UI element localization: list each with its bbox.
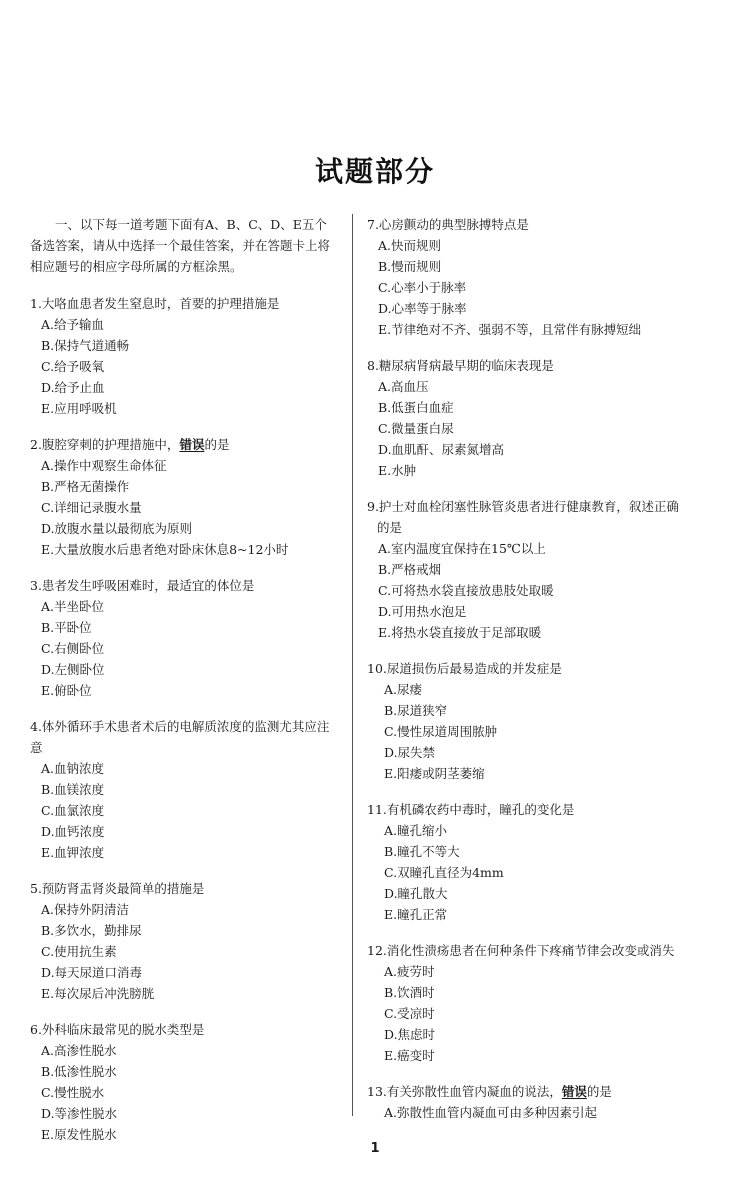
answer-option: E.瞳孔正常 <box>384 907 448 922</box>
answer-option: B.严格无菌操作 <box>41 479 130 494</box>
question-item <box>367 940 687 1066</box>
left-column <box>30 214 338 1160</box>
question-stem-text: 8.糖尿病肾病最早期的临床表现是 <box>367 358 554 373</box>
option-list <box>367 820 687 925</box>
question-stem <box>30 716 338 758</box>
answer-option: D.可用热水泡足 <box>378 604 467 619</box>
question-stem <box>367 799 687 820</box>
option-list <box>367 1102 687 1123</box>
question-item <box>30 878 338 1004</box>
answer-option: E.阳痿或阴茎萎缩 <box>384 766 485 781</box>
option-list <box>30 455 338 560</box>
answer-option: C.使用抗生素 <box>41 944 117 959</box>
option-list <box>367 235 687 340</box>
question-item <box>30 1019 338 1145</box>
answer-option: D.心率等于脉率 <box>378 301 467 316</box>
answer-option: D.放腹水量以最彻底为原则 <box>41 521 193 536</box>
emphasis-keyword: 错误 <box>561 1084 587 1099</box>
question-stem-text: 13.有关弥散性血管内凝血的说法， <box>367 1084 562 1099</box>
emphasis-keyword: 错误 <box>179 437 205 452</box>
answer-option: C.血氯浓度 <box>41 803 105 818</box>
instructions-text: 一、以下每一道考题下面有A、B、C、D、E五个备选答案，请从中选择一个最佳答案，并在答题卡上将相应题号的相应字母所属的方框涂黑。 <box>30 217 331 274</box>
answer-option: A.保持外阴清洁 <box>41 902 130 917</box>
option-list <box>30 758 338 863</box>
option-list <box>30 596 338 701</box>
question-stem <box>367 658 687 679</box>
answer-option: B.低蛋白血症 <box>378 400 454 415</box>
page-number: 1 <box>370 1141 380 1156</box>
question-stem-suffix: 的是 <box>586 1084 612 1099</box>
answer-option: C.双瞳孔直径为4mm <box>384 865 504 880</box>
answer-option: D.等渗性脱水 <box>41 1106 118 1121</box>
question-stem-text: 9.护士对血栓闭塞性脉管炎患者进行健康教育，叙述正确 <box>367 499 679 514</box>
answer-option: B.慢而规则 <box>378 259 442 274</box>
answer-option: D.瞳孔散大 <box>384 886 448 901</box>
answer-option: D.焦虑时 <box>384 1027 436 1042</box>
answer-option: E.节律绝对不齐、强弱不等，且常伴有脉搏短绌 <box>378 322 642 337</box>
question-item <box>30 293 338 419</box>
answer-option: D.左侧卧位 <box>41 662 105 677</box>
answer-option: E.原发性脱水 <box>41 1127 117 1142</box>
answer-option: C.受凉时 <box>384 1006 435 1021</box>
answer-option: B.严格戒烟 <box>378 562 442 577</box>
question-stem <box>367 940 687 961</box>
answer-option: A.瞳孔缩小 <box>384 823 448 838</box>
answer-option: E.大量放腹水后患者绝对卧床休息8~12小时 <box>41 542 289 557</box>
question-stem-text: 7.心房颤动的典型脉搏特点是 <box>367 217 529 232</box>
answer-option: D.血钙浓度 <box>41 824 105 839</box>
question-stem <box>367 496 687 517</box>
page-title: 试题部分 <box>314 155 435 188</box>
answer-option: A.半坐卧位 <box>41 599 105 614</box>
question-stem-text: 2.腹腔穿刺的护理措施中， <box>30 437 180 452</box>
answer-option: C.慢性尿道周围脓肿 <box>384 724 498 739</box>
question-stem <box>30 1019 338 1040</box>
question-item <box>367 496 687 643</box>
question-stem <box>30 575 338 596</box>
answer-option: B.多饮水，勤排尿 <box>41 923 142 938</box>
answer-option: A.尿瘘 <box>384 682 423 697</box>
question-item <box>30 434 338 560</box>
answer-option: B.低渗性脱水 <box>41 1064 117 1079</box>
question-stem <box>367 214 687 235</box>
answer-option: D.尿失禁 <box>384 745 436 760</box>
option-list <box>367 961 687 1066</box>
option-list <box>367 679 687 784</box>
question-stem-suffix: 的是 <box>204 437 230 452</box>
question-stem-text: 3.患者发生呼吸困难时，最适宜的体位是 <box>30 578 255 593</box>
question-stem <box>367 1081 687 1102</box>
right-column <box>367 214 687 1138</box>
answer-option: E.将热水袋直接放于足部取暖 <box>378 625 542 640</box>
answer-option: A.高渗性脱水 <box>41 1043 117 1058</box>
answer-option: E.水肿 <box>378 463 417 478</box>
question-list-right <box>367 214 687 1123</box>
question-stem-text: 12.消化性溃疡患者在何种条件下疼痛节律会改变或消失 <box>367 943 675 958</box>
question-stem-continuation: 的是 <box>377 520 403 535</box>
question-item <box>30 716 338 863</box>
question-item <box>367 214 687 340</box>
answer-option: E.每次尿后冲洗膀胱 <box>41 986 155 1001</box>
question-stem-text: 10.尿道损伤后最易造成的并发症是 <box>367 661 562 676</box>
question-stem <box>30 878 338 899</box>
answer-option: E.俯卧位 <box>41 683 92 698</box>
option-list <box>30 899 338 1004</box>
answer-option: E.癌变时 <box>384 1048 435 1063</box>
question-stem-text: 6.外科临床最常见的脱水类型是 <box>30 1022 205 1037</box>
answer-option: C.给予吸氧 <box>41 359 105 374</box>
answer-option: A.血钠浓度 <box>41 761 105 776</box>
answer-option: A.弥散性血管内凝血可由多种因素引起 <box>384 1105 598 1120</box>
option-list <box>367 376 687 481</box>
question-item <box>367 658 687 784</box>
answer-option: A.给予输血 <box>41 317 105 332</box>
answer-option: C.详细记录腹水量 <box>41 500 142 515</box>
answer-option: E.应用呼吸机 <box>41 401 117 416</box>
answer-option: D.血肌酐、尿素氮增高 <box>378 442 505 457</box>
question-item <box>367 1081 687 1123</box>
answer-option: B.平卧位 <box>41 620 92 635</box>
answer-option: A.操作中观察生命体征 <box>41 458 167 473</box>
question-stem <box>367 355 687 376</box>
answer-option: A.快而规则 <box>378 238 442 253</box>
answer-option: C.心率小于脉率 <box>378 280 467 295</box>
answer-option: A.高血压 <box>378 379 429 394</box>
answer-option: A.室内温度宜保持在15℃以上 <box>378 541 546 556</box>
question-item <box>367 799 687 925</box>
answer-option: B.血镁浓度 <box>41 782 105 797</box>
answer-option: C.右侧卧位 <box>41 641 105 656</box>
option-list <box>30 1040 338 1145</box>
answer-option: E.血钾浓度 <box>41 845 105 860</box>
column-divider <box>352 214 353 1116</box>
question-stem <box>30 434 338 455</box>
answer-option: C.慢性脱水 <box>41 1085 105 1100</box>
question-item <box>367 355 687 481</box>
answer-option: B.保持气道通畅 <box>41 338 130 353</box>
option-list <box>367 538 687 643</box>
answer-option: A.疲劳时 <box>384 964 435 979</box>
question-stem <box>30 293 338 314</box>
question-stem-text: 11.有机磷农药中毒时，瞳孔的变化是 <box>367 802 575 817</box>
answer-option: B.尿道狭窄 <box>384 703 448 718</box>
question-item <box>30 575 338 701</box>
answer-option: B.瞳孔不等大 <box>384 844 460 859</box>
question-stem-text: 4.体外循环手术患者术后的电解质浓度的监测尤其应注意 <box>30 719 330 755</box>
answer-option: D.每天尿道口消毒 <box>41 965 143 980</box>
answer-option: C.微量蛋白尿 <box>378 421 454 436</box>
question-stem-text: 5.预防肾盂肾炎最简单的措施是 <box>30 881 205 896</box>
option-list <box>30 314 338 419</box>
question-list-left <box>30 293 338 1145</box>
answer-option: B.饮酒时 <box>384 985 435 1000</box>
answer-option: D.给予止血 <box>41 380 105 395</box>
question-stem-text: 1.大咯血患者发生窒息时，首要的护理措施是 <box>30 296 280 311</box>
answer-option: C.可将热水袋直接放患肢处取暖 <box>378 583 554 598</box>
